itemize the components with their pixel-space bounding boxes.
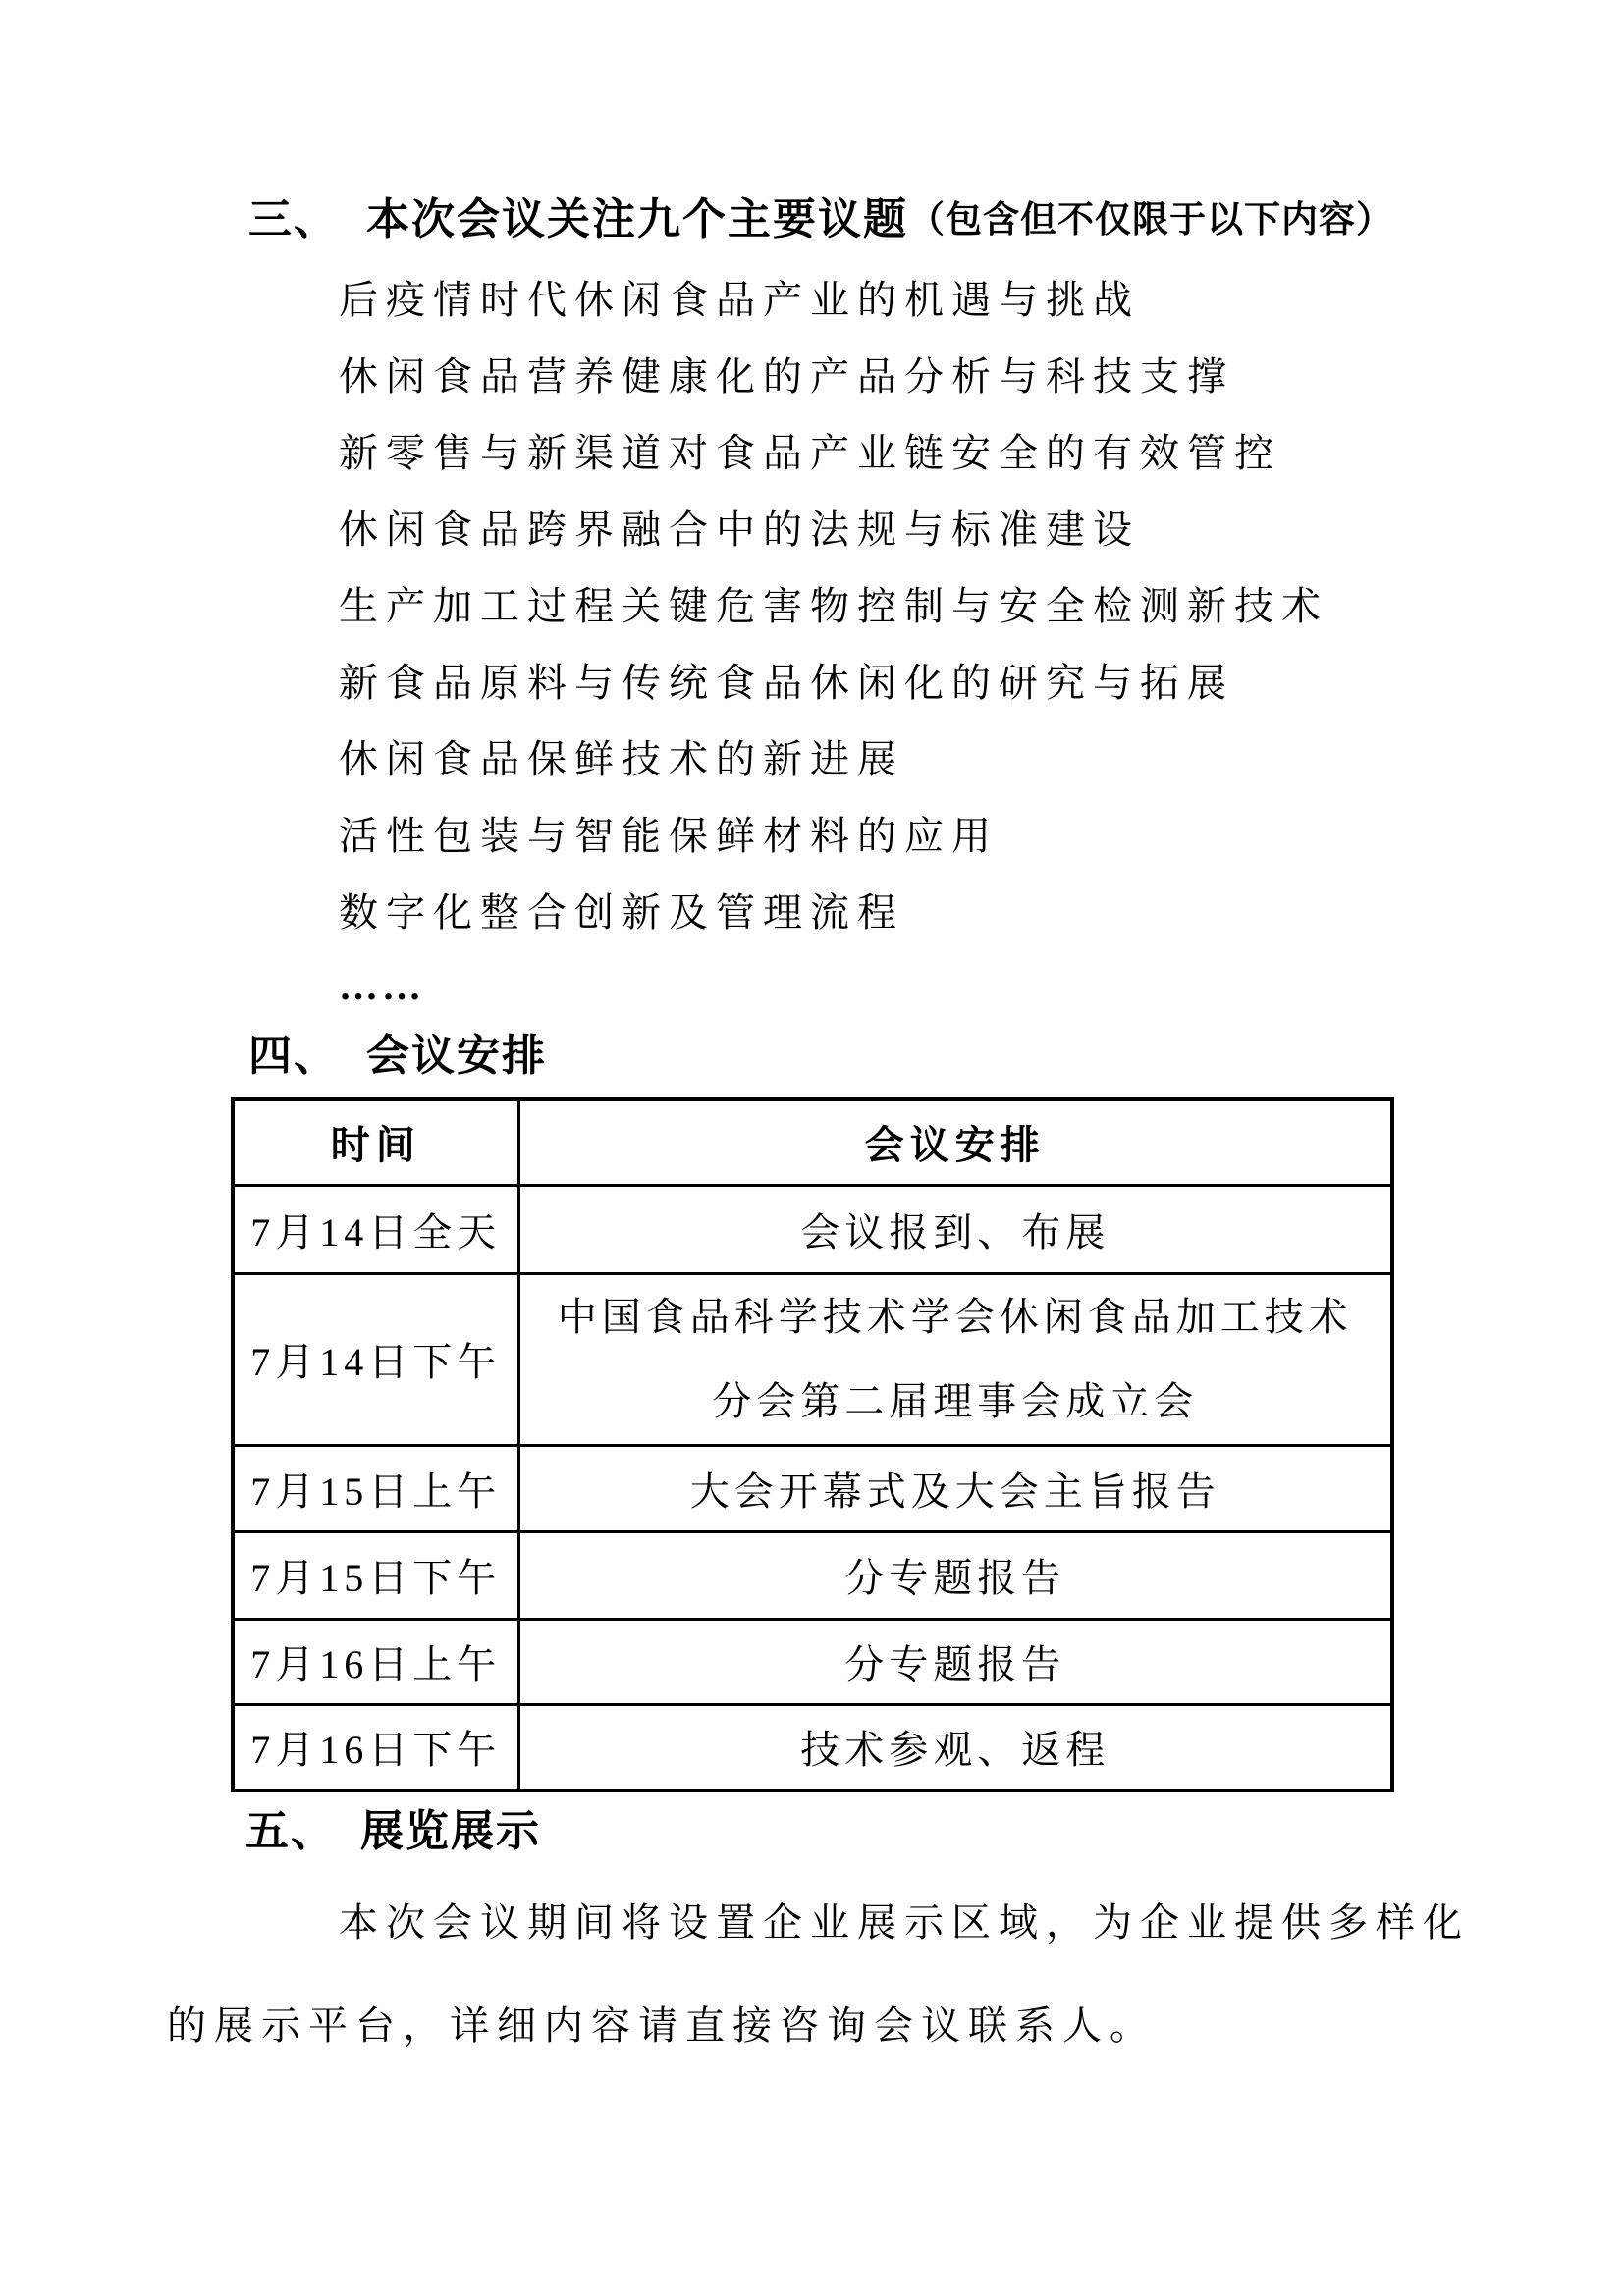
table-row [233,1445,1392,1531]
cell-time: 7月16日下午 [233,1704,518,1790]
cell-time: 7月14日全天 [233,1185,518,1273]
cell-time: 7月16日上午 [233,1619,518,1704]
topic-item: 休闲食品保鲜技术的新进展 [339,736,904,781]
section3-title: 本次会议关注九个主要议题 [366,195,908,243]
section5-title: 展览展示 [360,1807,541,1855]
topic-list [339,258,1328,1024]
topic-item: 数字化整合创新及管理流程 [339,889,904,934]
topic-item: 新食品原料与传统食品休闲化的研究与拓展 [339,660,1234,705]
cell-event-line: 分会第二届理事会成立会 [712,1378,1199,1423]
table-row [233,1531,1392,1619]
topic-item: 后疫情时代休闲食品产业的机遇与挑战 [339,277,1140,322]
cell-event: 大会开幕式及大会主旨报告 [518,1445,1392,1531]
cell-event: 分专题报告 [518,1531,1392,1619]
topic-item: 活性包装与智能保鲜材料的应用 [339,813,999,858]
topic-item: 生产加工过程关键危害物控制与安全检测新技术 [339,583,1328,628]
table-header-row [233,1099,1392,1185]
cell-time: 7月15日下午 [233,1531,518,1619]
cell-event: 分专题报告 [518,1619,1392,1704]
cell-event: 会议报到、布展 [518,1185,1392,1273]
exhibition-paragraph [167,1868,1473,2074]
cell-event: 技术参观、返程 [518,1704,1392,1790]
cell-event-line: 中国食品科学技术学会休闲食品加工技术 [557,1294,1353,1339]
section3-number: 三、 [248,195,339,243]
table-row [233,1273,1392,1445]
topic-item: 休闲食品跨界融合中的法规与标准建设 [339,507,1140,552]
section5-heading [245,1804,541,1859]
schedule-table [231,1097,1394,1792]
paragraph-line: 本次会议期间将设置企业展示区域，为企业提供多样化 [339,1900,1470,1945]
section4-heading [248,1029,547,1084]
table-row [233,1619,1392,1704]
header-event: 会议安排 [518,1099,1392,1185]
table-row [233,1185,1392,1273]
section4-title: 会议安排 [366,1032,547,1080]
topic-ellipsis: …… [339,963,425,1008]
section3-heading [248,192,1393,247]
topic-item: 新零售与新渠道对食品产业链安全的有效管控 [339,430,1281,475]
section4-number: 四、 [248,1032,339,1080]
topic-item: 休闲食品营养健康化的产品分析与科技支撑 [339,353,1234,399]
header-time: 时间 [233,1099,518,1185]
section3-title-note: （包含但不仅限于以下内容） [908,199,1393,240]
cell-event [518,1273,1392,1445]
section5-number: 五、 [245,1807,336,1855]
table-row [233,1704,1392,1790]
cell-time: 7月15日上午 [233,1445,518,1531]
paragraph-line: 的展示平台，详细内容请直接咨询会议联系人。 [167,2003,1157,2048]
cell-time: 7月14日下午 [233,1273,518,1445]
